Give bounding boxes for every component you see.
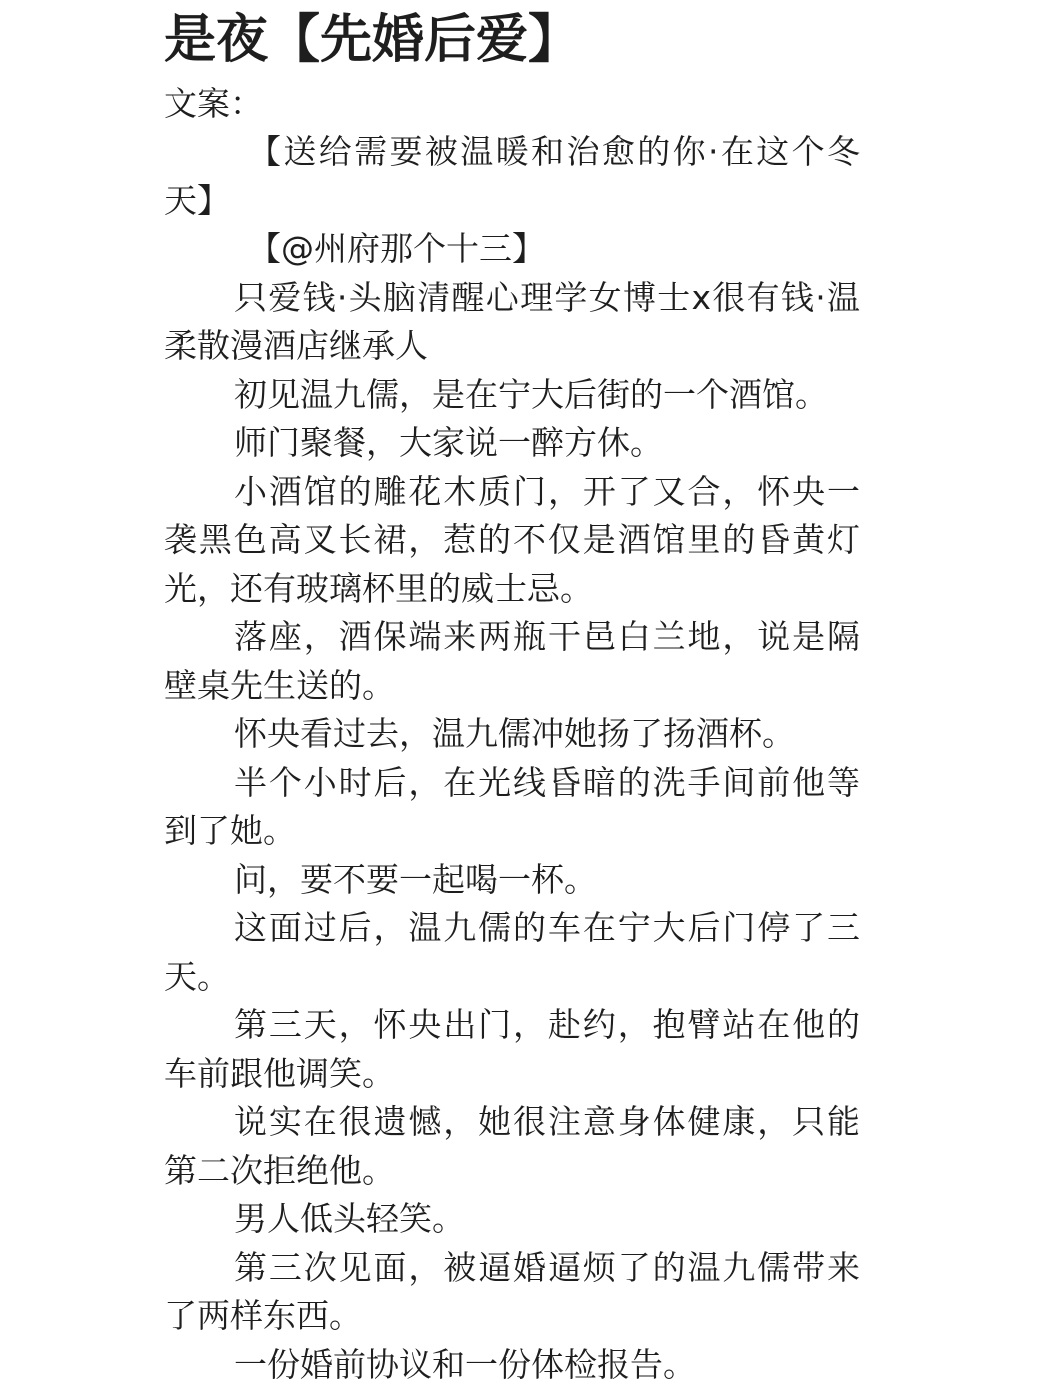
paragraph-characters: 只爱钱·头脑清醒心理学女博士x很有钱·温柔散漫酒店继承人 <box>164 277 860 365</box>
book-title: 是夜【先婚后爱】 <box>164 10 581 70</box>
story-paragraph: 半个小时后，在光线昏暗的洗手间前他等到了她。 <box>164 762 860 850</box>
paragraph-dedication: 【送给需要被温暖和治愈的你·在这个冬天】 <box>164 132 860 220</box>
story-paragraph: 问，要不要一起喝一杯。 <box>234 859 597 899</box>
paragraph-author: 【@州府那个十三】 <box>248 229 545 268</box>
story-paragraph: 第三天，怀央出门，赴约，抱臂站在他的车前跟他调笑。 <box>164 1005 860 1093</box>
story-paragraph: 怀央看过去，温九儒冲她扬了扬酒杯。 <box>234 714 795 753</box>
story-paragraph: 男人低头轻笑。 <box>234 1199 465 1238</box>
story-paragraph: 小酒馆的雕花木质门，开了又合，怀央一袭黑色高叉长裙，惹的不仅是酒馆里的昏黄灯光，还有玻璃杯里的威士忌。 <box>164 471 860 608</box>
story-paragraph: 初见温九儒，是在宁大后街的一个酒馆。 <box>234 374 828 414</box>
story-paragraph: 落座，酒保端来两瓶干邑白兰地，说是隔壁桌先生送的。 <box>164 617 860 705</box>
story-paragraph: 第三次见面，被逼婚逼烦了的温九儒带来了两样东西。 <box>164 1247 860 1335</box>
story-paragraph: 说实在很遗憾，她很注意身体健康，只能第二次拒绝他。 <box>164 1102 860 1190</box>
story-paragraph: 这面过后，温九儒的车在宁大后门停了三天。 <box>164 908 860 996</box>
document-page <box>164 0 860 1389</box>
story-paragraph: 师门聚餐，大家说一醉方休。 <box>234 423 663 462</box>
synopsis-label: 文案： <box>164 84 263 123</box>
story-paragraph: 一份婚前协议和一份体检报告。 <box>234 1344 696 1384</box>
